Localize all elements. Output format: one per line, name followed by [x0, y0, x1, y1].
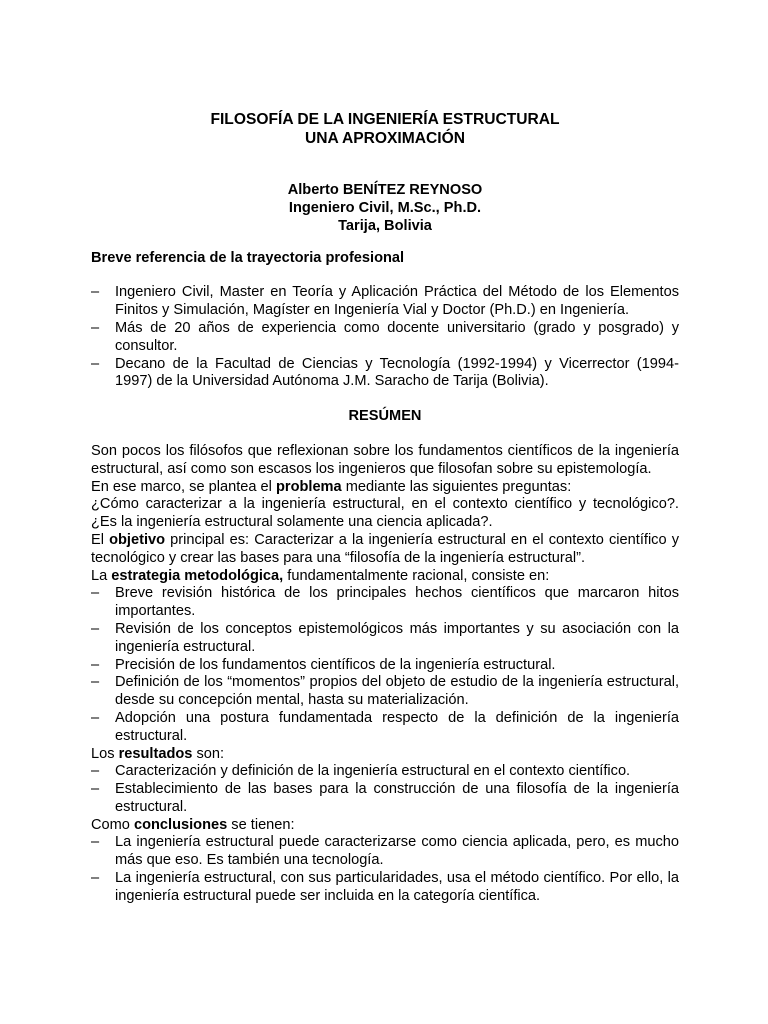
list-item: – Adopción una postura fundamentada respecto de la definición de la ingeniería estructural. [91, 709, 679, 744]
resultados-list [91, 763, 679, 816]
bio-heading: Breve referencia de la trayectoria profesional [91, 249, 405, 266]
list-item: – Breve revisión histórica de los principales hechos científicos que marcaron hitos importantes. [91, 585, 679, 620]
author-location: Tarija, Bolivia [338, 217, 432, 234]
list-item: – Precisión de los fundamentos científicos de la ingeniería estructural. [91, 656, 556, 673]
dash-bullet: – [91, 781, 100, 798]
dash-bullet: – [91, 870, 100, 887]
list-item: – Decano de la Facultad de Ciencias y Tecnología (1992-1994) y Vicerrector (1994-1997) de la Universidad Autónoma J.M. Saracho de Tarija (Bolivia). [91, 355, 679, 390]
resumen-problema: En ese marco, se plantea el problema mediante las siguientes preguntas: [91, 478, 572, 495]
dash-bullet: – [91, 763, 100, 780]
dash-bullet: – [91, 585, 100, 602]
document-body [91, 111, 679, 906]
list-item: – Caracterización y definición de la ingeniería estructural en el contexto científico. [91, 763, 631, 780]
conclusiones-list [91, 834, 679, 905]
list-item: – Definición de los “momentos” propios del objeto de estudio de la ingeniería estructural, desde su concepción mental, hasta su materialización. [91, 674, 679, 709]
author-name: Alberto BENÍTEZ REYNOSO [287, 182, 483, 199]
list-item: – La ingeniería estructural puede caracterizarse como ciencia aplicada, pero, es mucho más que eso. Es también una tecnología. [91, 834, 679, 869]
resumen-conclusiones: Como conclusiones se tienen: [91, 816, 295, 833]
list-item: – Ingeniero Civil, Master en Teoría y Aplicación Práctica del Método de los Elementos Finitos y Simulación, Magíster en Ingeniería Vial y Doctor (Ph.D.) en Ingeniería. [91, 284, 679, 319]
resumen-objetivo: El objetivo principal es: Caracterizar a la ingeniería estructural en el contexto científico y tecnológico y crear las bases para una “filosofía de la ingeniería estructural”. [91, 531, 680, 566]
dash-bullet: – [91, 319, 100, 336]
resumen-resultados: Los resultados son: [91, 745, 225, 762]
list-item: – Más de 20 años de experiencia como docente universitario (grado y posgrado) y consultor. [91, 319, 679, 354]
title-line-2: UNA APROXIMACIÓN [305, 129, 465, 147]
dash-bullet: – [91, 656, 100, 673]
dash-bullet: – [91, 284, 100, 301]
list-item: – La ingeniería estructural, con sus particularidades, usa el método científico. Por ello, la ingeniería estructural puede ser incluida en la categoría científica. [91, 870, 679, 904]
dash-bullet: – [91, 674, 100, 691]
list-item: – Revisión de los conceptos epistemológicos más importantes y su asociación con la ingeniería estructural. [91, 620, 679, 655]
resumen-preguntas: ¿Cómo caracterizar a la ingeniería estructural, en el contexto científico y tecnológico?. ¿Es la ingeniería estructural solamente una ciencia aplicada?. [91, 496, 679, 531]
dash-bullet: – [91, 834, 100, 851]
estrategia-list [91, 585, 679, 745]
resumen-intro: Son pocos los filósofos que reflexionan sobre los fundamentos científicos de la ingeniería estructural, así como son escasos los ingenieros que filosofan sobre su epistemología. [91, 442, 679, 477]
author-degree: Ingeniero Civil, M.Sc., Ph.D. [288, 199, 482, 216]
resumen-estrategia: La estrategia metodológica, fundamentalmente racional, consiste en: [91, 567, 550, 584]
list-item: – Establecimiento de las bases para la construcción de una filosofía de la ingeniería estructural. [91, 781, 679, 815]
resumen-heading: RESÚMEN [348, 408, 422, 425]
dash-bullet: – [91, 620, 100, 637]
dash-bullet: – [91, 355, 100, 372]
bio-list [91, 284, 679, 391]
dash-bullet: – [91, 709, 100, 726]
title-line-1: FILOSOFÍA DE LA INGENIERÍA ESTRUCTURAL [210, 111, 560, 128]
